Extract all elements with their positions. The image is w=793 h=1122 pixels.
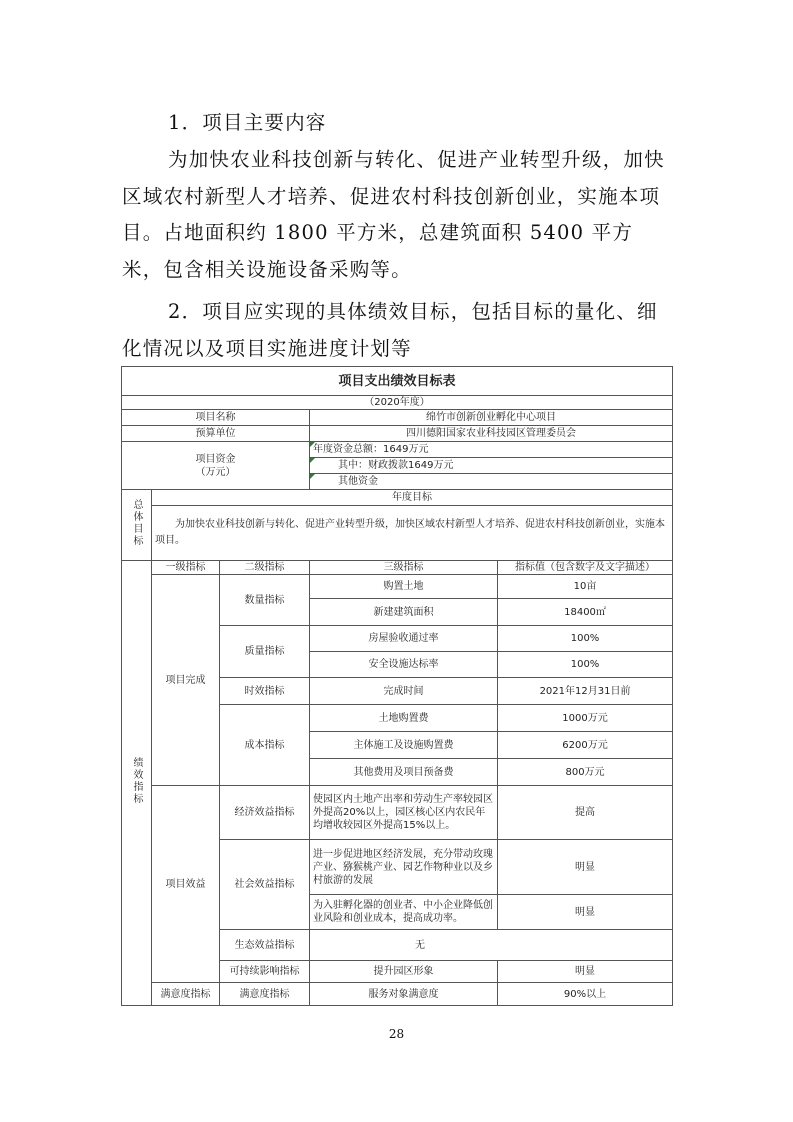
table-row: 进一步促进地区经济发展，充分带动玫瑰产业、猕猴桃产业、园艺作物种业以及乡村旅游的发展 — [310, 840, 498, 895]
funds-label: 项目资金 （万元） — [122, 442, 310, 490]
table-row: 安全设施达标率 — [310, 652, 498, 678]
level1-satisfaction: 满意度指标 — [152, 983, 220, 1006]
performance-goal-table — [121, 366, 673, 1006]
table-title: 项目支出绩效目标表 — [122, 367, 673, 396]
section-heading-2: 2．项目应实现的具体绩效目标，包括目标的量化、细化情况以及项目实施进度计划等 — [122, 300, 658, 360]
table-row: 完成时间 — [310, 678, 498, 705]
header-level1: 一级指标 — [152, 561, 220, 575]
budget-unit-value: 四川德阳国家农业科技园区管理委员会 — [310, 426, 673, 442]
table-row: 服务对象满意度 — [310, 983, 498, 1006]
annual-goal-label: 年度目标 — [152, 490, 673, 506]
table-row: 土地购置费 — [310, 705, 498, 732]
level1-complete: 项目完成 — [152, 575, 220, 786]
level2-quality: 质量指标 — [220, 626, 310, 678]
table-row: 房屋验收通过率 — [310, 626, 498, 652]
table-row: 6200万元 — [498, 732, 673, 759]
table-row: 提高 — [498, 786, 673, 840]
table-row: 明显 — [498, 840, 673, 895]
budget-unit-label: 预算单位 — [122, 426, 310, 442]
funds-fiscal: 其中：财政拨款1649万元 — [310, 458, 673, 474]
table-row: 无 — [310, 930, 673, 961]
table-row: 新建建筑面积 — [310, 599, 498, 626]
level1-benefit: 项目效益 — [152, 786, 220, 983]
table-row: 2021年12月31日前 — [498, 678, 673, 705]
table-row: 其他费用及项目预备费 — [310, 759, 498, 786]
header-value: 指标值（包含数字及文字描述） — [498, 561, 673, 575]
level2-social: 社会效益指标 — [220, 840, 310, 930]
table-row: 1000万元 — [498, 705, 673, 732]
level2-timeliness: 时效指标 — [220, 678, 310, 705]
funds-other: 其他资金 — [310, 474, 673, 490]
table-row: 为入驻孵化器的创业者、中小企业降低创业风险和创业成本，提高成功率。 — [310, 895, 498, 930]
table-row: 800万元 — [498, 759, 673, 786]
perf-indicators-label: 绩效指标 — [122, 561, 152, 1006]
table-row: 主体施工及设施购置费 — [310, 732, 498, 759]
level2-economic: 经济效益指标 — [220, 786, 310, 840]
table-year: （2020年度） — [122, 396, 673, 410]
level2-satisfaction: 满意度指标 — [220, 983, 310, 1006]
section-heading-1: 1．项目主要内容 — [168, 111, 327, 134]
header-level2: 二级指标 — [220, 561, 310, 575]
level2-ecological: 生态效益指标 — [220, 930, 310, 961]
project-name-value: 绵竹市创新创业孵化中心项目 — [310, 410, 673, 426]
table-row: 提升园区形象 — [310, 961, 498, 983]
table-row: 100% — [498, 652, 673, 678]
table-row: 90%以上 — [498, 983, 673, 1006]
table-row: 10亩 — [498, 575, 673, 599]
overall-goal-label: 总体目标 — [122, 490, 152, 561]
table-row: 18400㎡ — [498, 599, 673, 626]
section-body-1: 为加快农业科技创新与转化、促进产业转型升级，加快区域农村新型人才培养、促进农村科技创新创业，实施本项目。占地面积约 1800 平方米，总建筑面积 5400 平方米，包含相关设施设备采购等。 — [122, 148, 665, 281]
page-number: 28 — [388, 1027, 405, 1041]
level2-quantity: 数量指标 — [220, 575, 310, 626]
level2-cost: 成本指标 — [220, 705, 310, 786]
header-level3: 三级指标 — [310, 561, 498, 575]
table-row: 购置土地 — [310, 575, 498, 599]
level2-sustainable: 可持续影响指标 — [220, 961, 310, 983]
annual-goal-text: 为加快农业科技创新与转化、促进产业转型升级，加快区域农村新型人才培养、促进农村科技创新创业，实施本项目。 — [152, 506, 673, 561]
table-row: 明显 — [498, 895, 673, 930]
table-row: 明显 — [498, 961, 673, 983]
table-row: 100% — [498, 626, 673, 652]
table-row: 使园区内土地产出率和劳动生产率较园区外提高20%以上，园区核心区内农民年均增收较园区外提高15%以上。 — [310, 786, 498, 840]
funds-total: 年度资金总额：1649万元 — [310, 442, 673, 458]
project-name-label: 项目名称 — [122, 410, 310, 426]
